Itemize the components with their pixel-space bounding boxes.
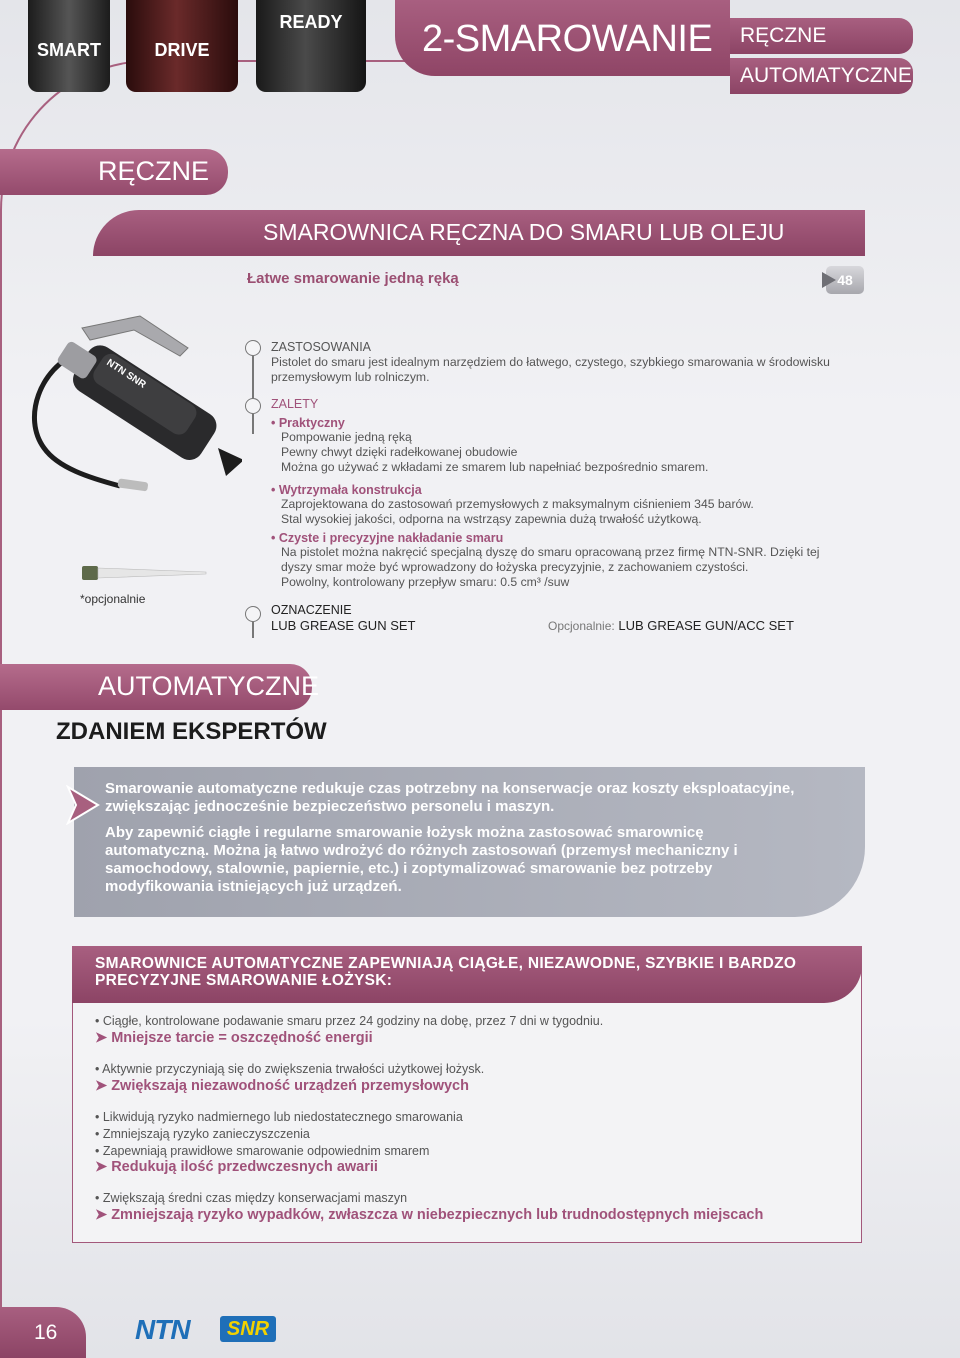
advantage-title: • Wytrzymała konstrukcja [271,483,422,497]
benefits-heading: SMAROWNICE AUTOMATYCZNE ZAPEWNIAJĄ CIĄGŁE, NIEZAWODNE, SZYBKIE I BARDZO PRECYZYJNE SMAROWANIE ŁOŻYSK: [72,946,862,1003]
product-subtitle: Łatwe smarowanie jedną ręką [247,270,459,287]
advantage-title: • Czyste i precyzyjne nakładanie smaru [271,531,504,545]
timeline-marker-designation [245,606,263,640]
advantage-title: • Praktyczny [271,416,345,430]
can-smart: SMART [28,0,110,92]
snr-logo: SNR [220,1316,276,1342]
designation-value: LUB GREASE GUN SET [271,618,416,633]
experts-heading: ZDANIEM EKSPERTÓW [56,718,327,745]
expert-opinion-box [74,767,865,917]
list-item: • Likwidują ryzyko nadmiernego lub niedostatecznego smarowania [95,1110,463,1124]
advantage-practical: • Praktyczny Pompowanie jedną ręką Pewny chwyt dzięki radełkowanej obudowie Można go używać z wkładami ze smarem lub napełniać bezpośrednio smarem. [271,416,871,474]
list-item: • Zmniejszają ryzyko zanieczyszczenia [95,1127,310,1141]
benefit-result: ➤ Redukują ilość przedwczesnych awarii [95,1159,378,1175]
list-item: • Zwiększają średni czas między konserwacjami maszyn [95,1191,408,1205]
advantage-robust: • Wytrzymała konstrukcja Zaprojektowana do zastosowań przemysłowych z maksymalnym ciśnieniem 345 barów. Stal wysokiej jakości, odporna na wstrząsy zapewnia dużą trwałość użytkową. [271,483,871,527]
designation-optional: Opcjonalnie: LUB GREASE GUN/ACC SET [548,618,794,633]
list-item: • Ciągłe, kontrolowane podawanie smaru przez 24 godziny na dobę, przez 7 dni w tygodniu. [95,1014,604,1028]
list-item: • Zapewniają prawidłowe smarowanie odpowiednim smarem [95,1144,430,1158]
designation-heading: OZNACZENIE [271,603,352,617]
can-ready: READY [256,0,366,92]
benefit-result: ➤ Zmniejszają ryzyko wypadków, zwłaszcza w niebezpiecznych lub trudnodostępnych miejscach [95,1207,764,1223]
product-cans [28,0,400,98]
benefit-result: ➤ Zwiększają niezawodność urządzeń przemysłowych [95,1078,469,1094]
grease-gun-image [30,298,242,502]
expert-paragraph: Smarowanie automatyczne redukuje czas potrzebny na konserwacje oraz koszty eksploatacyjne, zwiększając jednocześnie bezpieczeństwo personelu i maszyn. [105,780,795,815]
section-label-manual: RĘCZNE [0,149,228,195]
timeline-marker-advantages [245,398,263,598]
benefit-result: ➤ Mniejsze tarcie = oszczędność energii [95,1030,373,1046]
advantages-heading: ZALETY [271,397,319,411]
list-item: • Aktywnie przyczyniają się do zwiększenia trwałości użytkowej łożysk. [95,1062,485,1076]
optional-nozzle-image [82,562,210,584]
tab-manual[interactable]: RĘCZNE [730,18,913,54]
advantage-clean: • Czyste i precyzyjne nakładanie smaru Na pistolet można nakręcić specjalną dyszę do smaru opracowaną przez firmę NTN-SNR. Dzięki tej dyszy smar może być wprowadzony do łożyska precyzyjnie, z zachowaniem czystości. Powolny, kontrolowany przepływ smaru: 0.5 cm³ /suw [271,531,881,589]
chevron-right-icon [66,785,100,825]
page-reference-badge[interactable]: 48 [826,266,864,294]
product-title: SMAROWNICA RĘCZNA DO SMARU LUB OLEJU [93,210,865,256]
applications-text: Pistolet do smaru jest idealnym narzędziem do łatwego, czystego, szybkiego smarowania w środowisku przemysłowym lub rolniczym. [271,355,830,384]
timeline-marker-applications [245,340,263,400]
expert-paragraph: Aby zapewnić ciągłe i regularne smarowanie łożysk można zastosować smarownicę automatyczną. Można ją łatwo wdrożyć do różnych zastosowań (przemysł mechaniczny i samochodowy, stalownie, papiernie, etc.) i zoptymalizować smarowanie bez potrzeby modyfikowania istniejących już urządzeń. [105,824,738,895]
ntn-logo: NTN [135,1314,190,1345]
chapter-title: 2-SMAROWANIE [422,18,713,60]
optional-note: *opcjonalnie [80,592,146,606]
page-number: 16 [0,1307,86,1358]
can-drive: DRIVE [126,0,238,92]
svg-text:NTN SNR: NTN SNR [104,357,148,391]
section-label-automatic: AUTOMATYCZNE [0,664,312,710]
applications-heading: ZASTOSOWANIA [271,340,372,354]
tab-automatic[interactable]: AUTOMATYCZNE [730,58,913,94]
